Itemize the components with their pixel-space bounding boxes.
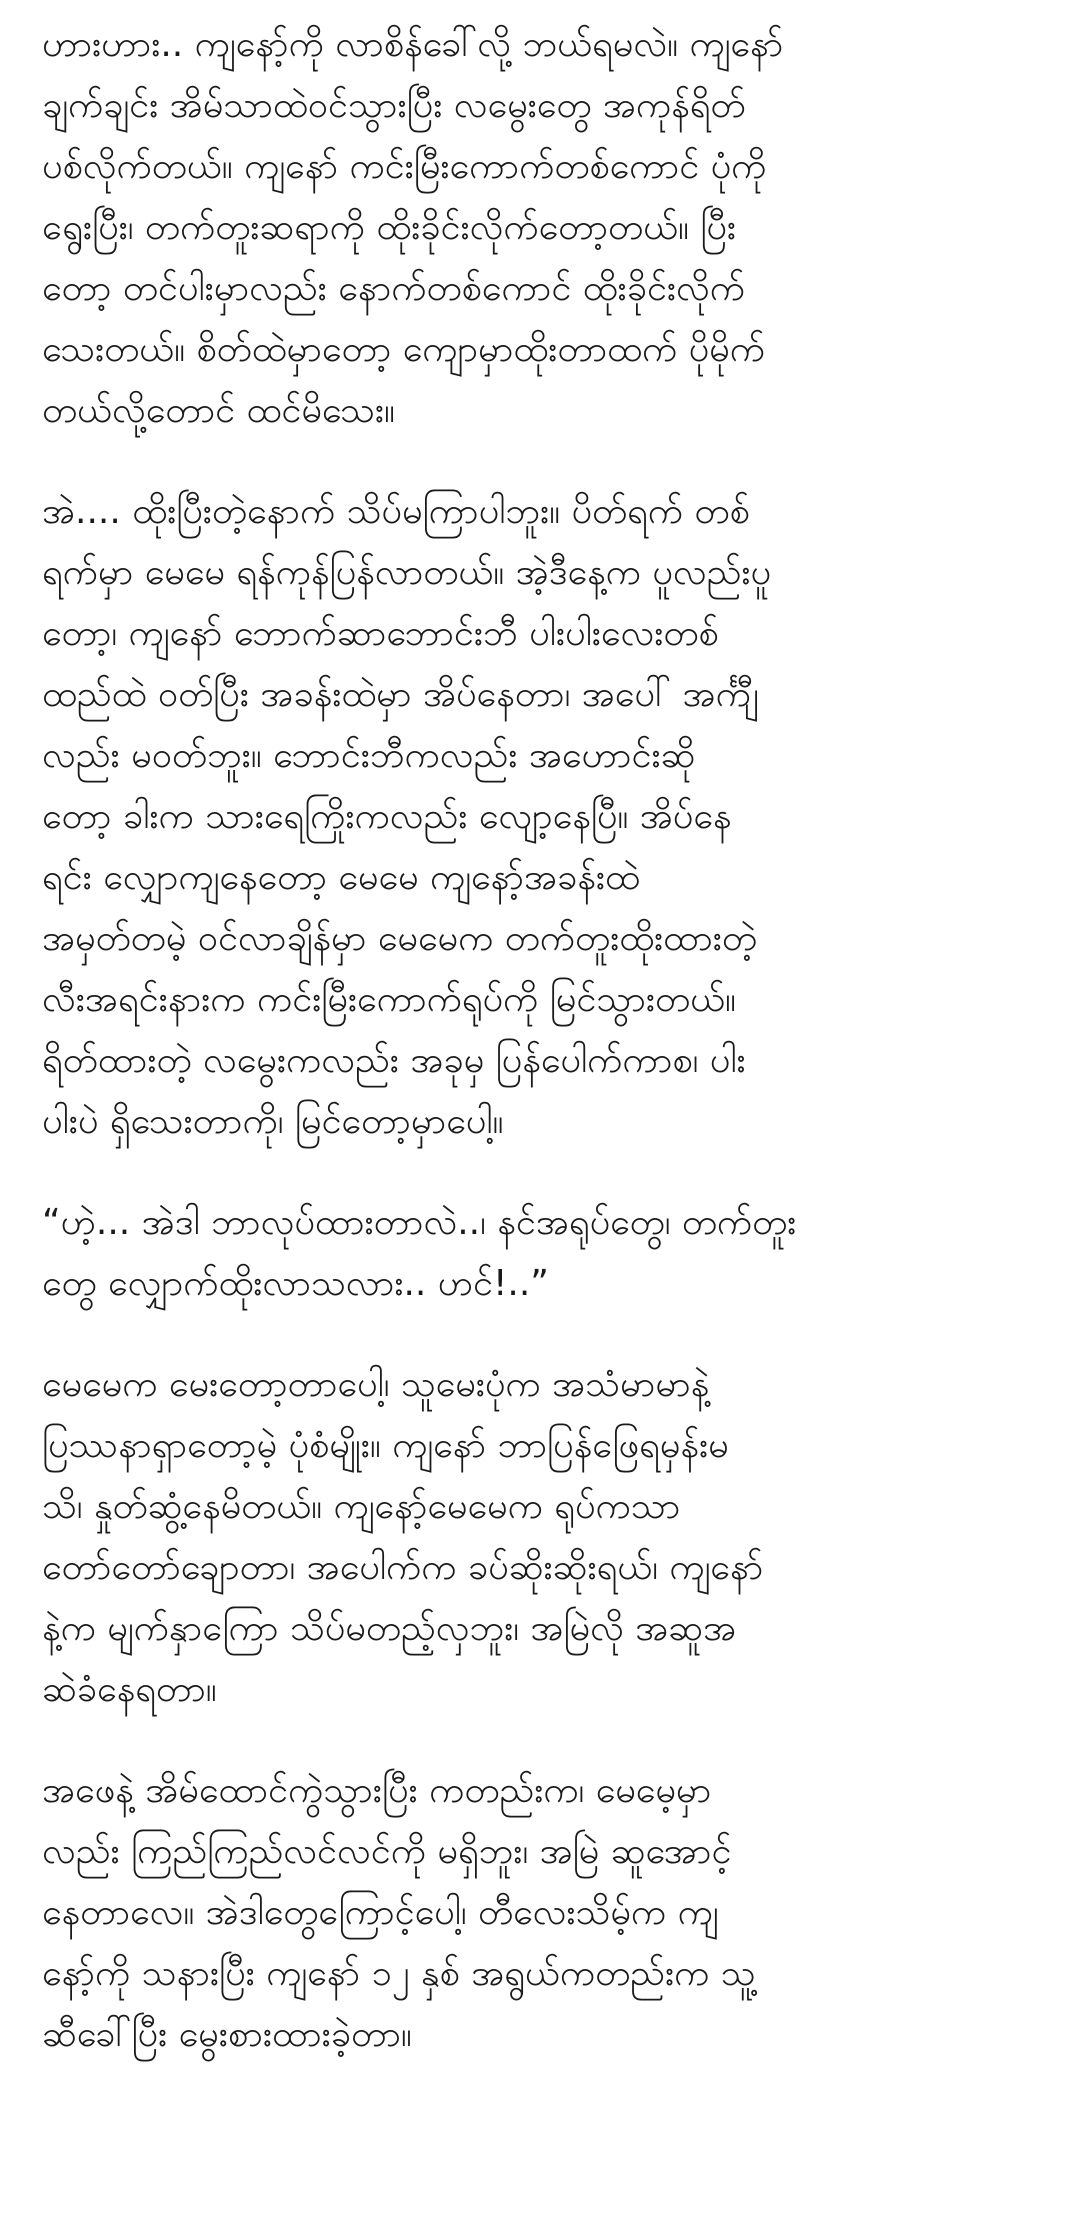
text-line: မေမေက မေးတော့တာပေါ့၊ သူမေးပုံက အသံမာမာနဲ့	[42, 1364, 710, 1405]
text-line: တော့ တင်ပါးမှာလည်း နောက်တစ်ကောင် ထိုးခိုင်းလိုက်	[42, 268, 746, 309]
paragraph-3-dialogue	[42, 1192, 1042, 1314]
paragraph-5	[42, 1760, 1042, 2065]
text-line: ဆဲခံနေရတာ။	[42, 1669, 217, 1710]
text-line: တော်တော်ချောတာ၊ အပေါက်က ခပ်ဆိုးဆိုးရယ်၊ ကျနော်	[42, 1547, 764, 1588]
text-line: တွေ လျှောက်ထိုးလာသလား.. ဟင်!..”	[42, 1263, 549, 1304]
text-line: သိ၊ နှုတ်ဆွံ့နေမိတယ်။ ကျနော့်မေမေက ရုပ်ကသာ	[42, 1486, 681, 1527]
text-line: ပါးပဲ ရှိသေးတာကို၊ မြင်တော့မှာပေါ့။	[42, 1101, 504, 1142]
text-line: တော့၊ ကျနော် ဘောက်ဆာဘောင်းဘီ ပါးပါးလေးတစ်	[42, 613, 719, 654]
text-line: သေးတယ်။ စိတ်ထဲမှာတော့ ကျောမှာထိုးတာထက် ပိုမိုက်	[42, 329, 765, 370]
text-line: လီးအရင်းနားက ကင်းမြီးကောက်ရုပ်ကို မြင်သွားတယ်။	[42, 979, 736, 1020]
paragraph-4	[42, 1354, 1042, 1720]
text-line: “ဟဲ့... အဲဒါ ဘာလုပ်ထားတာလဲ..၊ နင်အရုပ်တွေ၊ တက်တူး	[42, 1202, 797, 1243]
text-line: နေတာလေ။ အဲဒါတွေကြောင့်ပေါ့၊ တီလေးသိမ့်က ကျ	[42, 1892, 719, 1933]
text-line: ချက်ချင်း အိမ်သာထဲဝင်သွားပြီး လမွေးတွေ အကုန်ရိတ်	[42, 85, 746, 126]
text-line: ပြဿနာရှာတော့မဲ့ ပုံစံမျိုး။ ကျနော် ဘာပြန်ဖြေရမှန်းမ	[42, 1425, 729, 1466]
text-line: အမှတ်တမဲ့ ဝင်လာချိန်မှာ မေမေက တက်တူးထိုးထားတဲ့	[42, 918, 757, 959]
text-line: အဲ.... ထိုးပြီးတဲ့နောက် သိပ်မကြာပါဘူး။ ပိတ်ရက် တစ်	[42, 491, 750, 532]
text-line: တယ်လို့တောင် ထင်မိသေး။	[42, 390, 395, 431]
text-line: လည်း ကြည်ကြည်လင်လင်ကို မရှိဘူး၊ အမြဲ ဆူအောင့်	[42, 1831, 732, 1872]
text-line: လည်း မဝတ်ဘူး။ ဘောင်းဘီကလည်း အဟောင်းဆို	[42, 735, 696, 776]
text-line: အဖေနဲ့ အိမ်ထောင်ကွဲသွားပြီး ကတည်းက၊ မေမေ့မှာ	[42, 1770, 712, 1811]
text-line: ဟားဟား.. ကျနော့်ကို လာစိန်ခေါ်လို့ ဘယ်ရမလဲ။ ကျနော်	[42, 24, 784, 65]
paragraph-1	[42, 14, 1042, 441]
paragraph-2	[42, 481, 1042, 1152]
text-line: နော့်ကို သနားပြီး ကျနော် ၁၂ နှစ် အရွယ်ကတည်းက သူ့	[42, 1953, 756, 1994]
text-line: တော့ ခါးက သားရေကြိုးကလည်း လျော့နေပြီ။ အိပ်နေ	[42, 796, 732, 837]
text-line: ရိတ်ထားတဲ့ လမွေးကလည်း အခုမှ ပြန်ပေါက်ကာစ၊ ပါး	[42, 1040, 746, 1081]
text-line: ရင်း လျှောကျနေတော့ မေမေ ကျနော့်အခန်းထဲ	[42, 857, 640, 898]
text-line: ပစ်လိုက်တယ်။ ကျနော် ကင်းမြီးကောက်တစ်ကောင် ပုံကို	[42, 146, 767, 187]
text-line: ရွေးပြီး၊ တက်တူးဆရာကို ထိုးခိုင်းလိုက်တော့တယ်။ ပြီး	[42, 207, 737, 248]
text-line: နဲ့က မျက်နှာကြော သိပ်မတည့်လှဘူး၊ အမြဲလို အဆူအ	[42, 1608, 737, 1649]
text-line: ရက်မှာ မေမေ ရန်ကုန်ပြန်လာတယ်။ အဲ့ဒီနေ့က ပူလည်းပူ	[42, 552, 772, 593]
text-line: ဆီခေါ်ပြီး မွေးစားထားခဲ့တာ။	[42, 2014, 412, 2055]
text-line: ထည်ထဲ ဝတ်ပြီး အခန်းထဲမှာ အိပ်နေတာ၊ အပေါ် အင်္ကျီ	[42, 674, 759, 715]
